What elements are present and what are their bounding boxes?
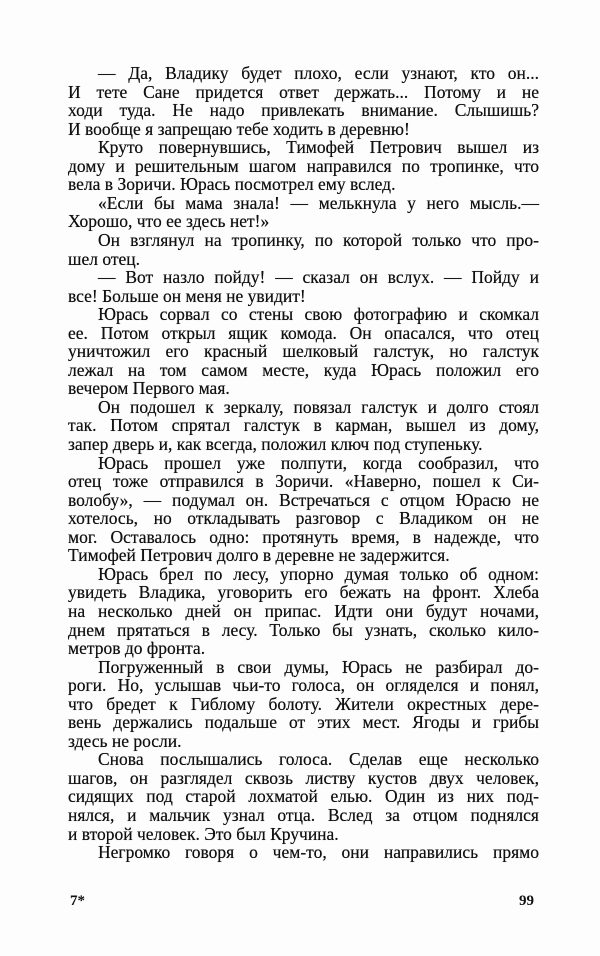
text-line: нялся, и мальчик узнал отца. Вслед за отцом поднялся <box>68 805 539 825</box>
text-line: и второй человек. Это был Кручина. <box>68 823 339 844</box>
text-line: Он подошел к зеркалу, повязал галстук и долго стоял <box>98 396 539 417</box>
text-line: шагов, он разглядел сквозь листву кустов двух человек, <box>68 767 539 788</box>
text-line: — Вот назло пойду! — сказал он вслух. — Пойду и <box>98 267 539 288</box>
text-line: — Да, Владику будет плохо, если узнают, кто он... <box>98 63 539 83</box>
text-line: вела в Зоричи. Юрась посмотрел ему вслед. <box>68 174 396 195</box>
text-line: все! Больше он меня не увидит! <box>68 285 306 306</box>
text-line: Юрась прошел уже полпути, когда сообразил, что <box>98 452 539 473</box>
text-line: Юрась брел по лесу, упорно думая только об одном: <box>98 563 539 584</box>
text-line: Тимофей Петрович долго в деревне не задержится. <box>68 545 450 566</box>
text-line: запер дверь и, как всегда, положил ключ под ступеньку. <box>68 434 483 454</box>
text-line: Негромко говоря о чем-то, они направились прямо <box>98 842 539 863</box>
text-line: Юрась сорвал со стены свою фотографию и скомкал <box>98 304 539 325</box>
text-line: ее. Потом открыл ящик комода. Он опасался, что отец <box>68 322 539 343</box>
text-line: Погруженный в свои думы, Юрась не разбирал до- <box>98 656 539 677</box>
text-line: дому и решительным шагом направился по тропинке, что <box>68 155 539 176</box>
text-line: днем прятаться в лесу. Только бы узнать, сколько кило- <box>68 619 539 640</box>
text-line: увидеть Владика, уговорить его бежать на фронт. Хлеба <box>68 582 539 603</box>
text-line: уничтожил его красный шелковый галстук, но галстук <box>68 341 539 362</box>
text-line: вечером Первого мая. <box>68 378 230 399</box>
text-line: метров до фронта. <box>68 638 206 659</box>
text-line: отец тоже отправился в Зоричи. «Наверно, пошел к Си- <box>68 471 539 492</box>
text-line: Он взглянул на тропинку, по которой только что про- <box>98 229 539 250</box>
text-line: что бредет к Гиблому болоту. Жители окрестных дере- <box>68 693 539 714</box>
text-line: ходи туда. Не надо привлекать внимание. Слышишь? <box>68 100 539 121</box>
text-line: мог. Оставалось одно: протянуть время, в надежде, что <box>68 526 539 547</box>
text-line: здесь не росли. <box>68 730 182 751</box>
text-line: Хорошо, что ее здесь нет!» <box>68 211 270 232</box>
text-line: «Если бы мама знала! — мелькнула у него мысль.— <box>98 192 539 213</box>
text-line: хотелось, но откладывать разговор с Владиком он не <box>68 508 539 529</box>
text-line: И вообще я запрещаю тебе ходить в деревню! <box>68 118 410 139</box>
text-line: так. Потом спрятал галстук в карман, вышел из дому, <box>68 415 539 436</box>
text-line: шел отец. <box>68 248 141 269</box>
text-line: И тете Сане придется ответ держать... Потому и не <box>68 81 539 102</box>
text-line: роги. Но, услышав чьи-то голоса, он огляделся и понял, <box>68 675 539 696</box>
signature-mark: 7* <box>70 893 85 909</box>
text-line: Снова послышались голоса. Сделав еще несколько <box>98 749 539 770</box>
text-line: волобу», — подумал он. Встречаться с отцом Юрасю не <box>68 489 539 510</box>
text-line: на несколько дней он припас. Идти они будут ночами, <box>68 600 539 621</box>
text-line: вень держались подальше от этих мест. Ягоды и грибы <box>68 712 539 733</box>
text-line: лежал на том самом месте, куда Юрась положил его <box>68 359 539 380</box>
text-line: Круто повернувшись, Тимофей Петрович вышел из <box>98 137 539 158</box>
text-line: сидящих под старой лохматой елью. Один из них под- <box>68 786 539 807</box>
page-number: 99 <box>519 893 534 909</box>
